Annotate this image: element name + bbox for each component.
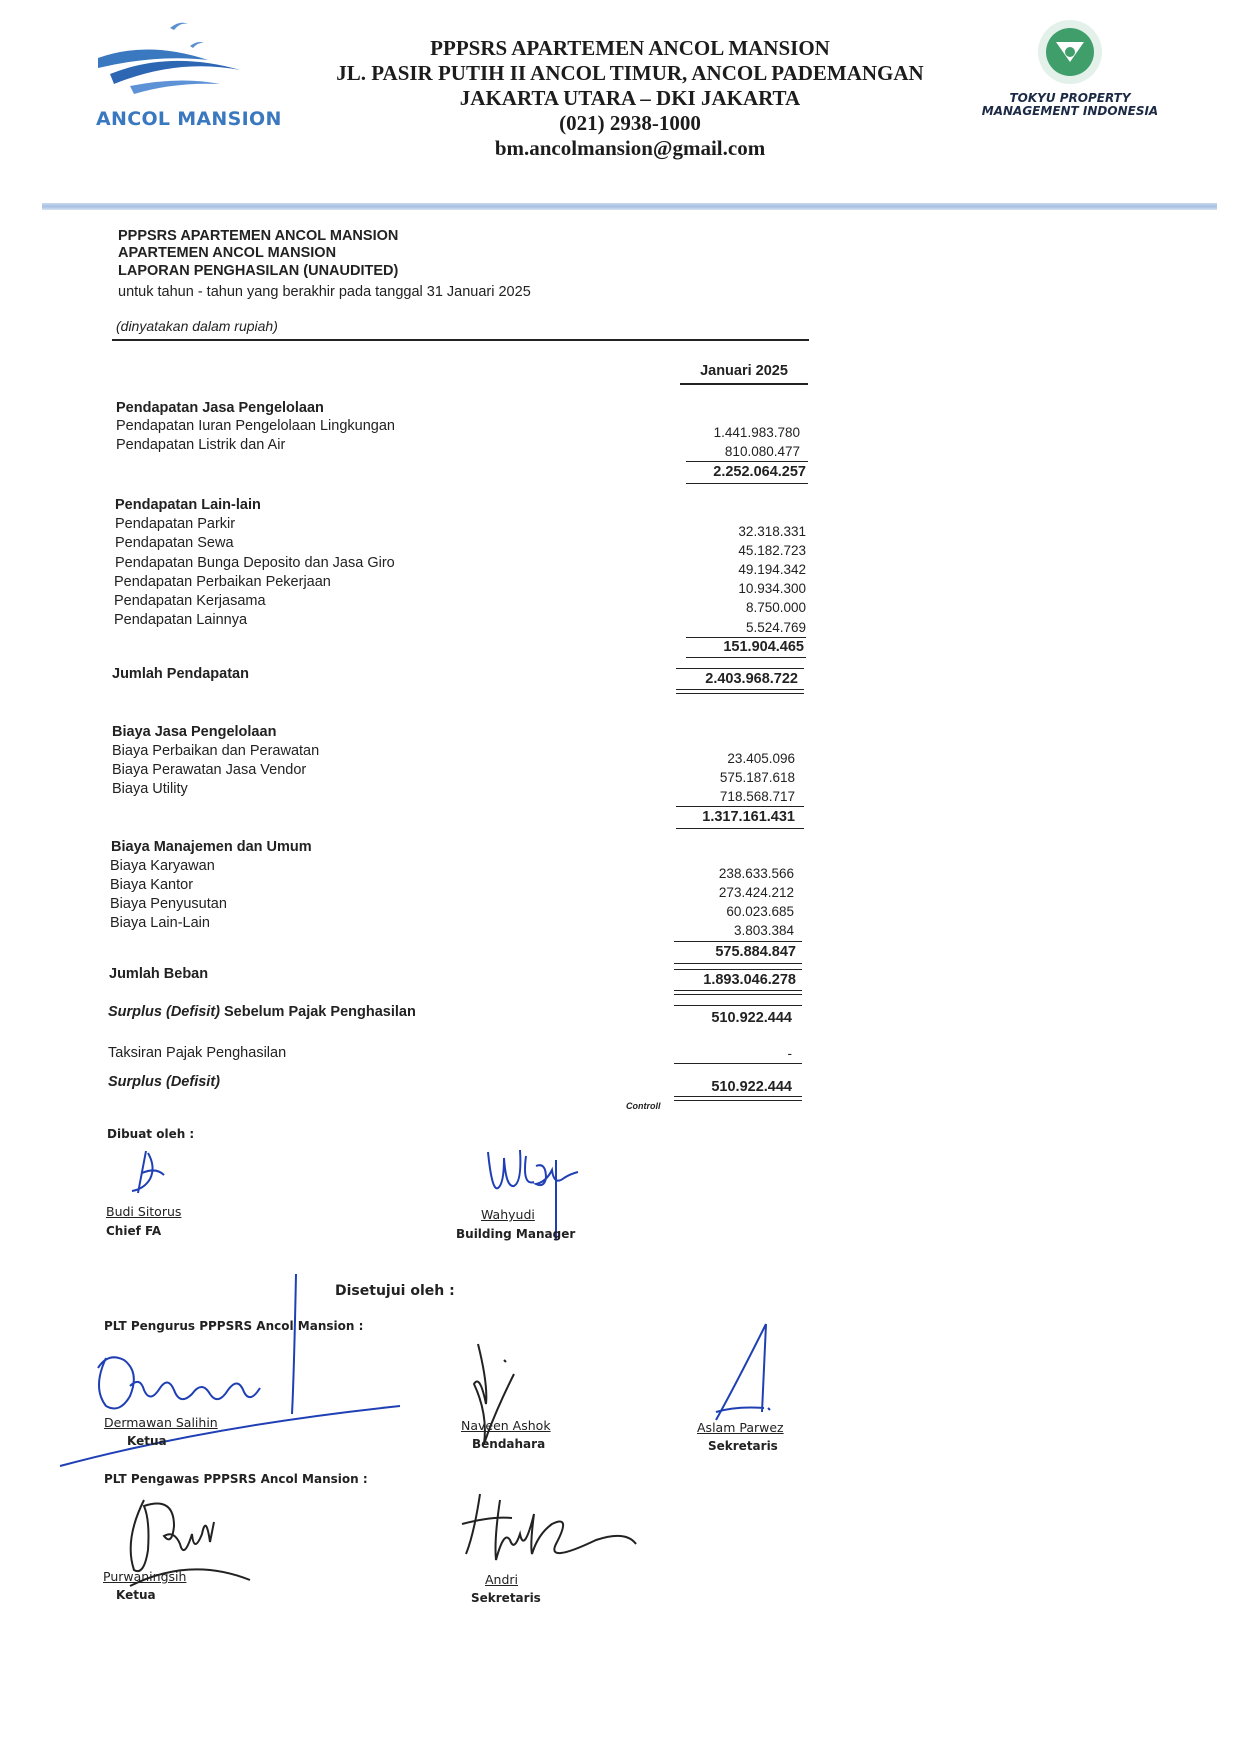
property-name: APARTEMEN ANCOL MANSION bbox=[118, 245, 337, 261]
line-item-value: 60.023.685 bbox=[726, 904, 794, 919]
line-item-value: 10.934.300 bbox=[738, 581, 806, 596]
tax-rule bbox=[674, 1063, 802, 1064]
line-item-label: Pendapatan Bunga Deposito dan Jasa Giro bbox=[115, 555, 395, 571]
total-expense-label: Jumlah Beban bbox=[109, 966, 209, 982]
line-item-label: Pendapatan Kerjasama bbox=[114, 593, 266, 609]
signature-naveen bbox=[468, 1340, 528, 1450]
subtotal-value: 1.317.161.431 bbox=[702, 809, 795, 825]
line-item-value: 8.750.000 bbox=[745, 600, 806, 615]
section-heading: Pendapatan Jasa Pengelolaan bbox=[116, 400, 324, 416]
tokyu-emblem-icon bbox=[965, 14, 1175, 94]
net-surplus-label: Surplus (Defisit) bbox=[108, 1074, 220, 1090]
line-item-label: Pendapatan Parkir bbox=[115, 516, 236, 532]
line-item-label: Pendapatan Sewa bbox=[115, 535, 234, 551]
subtotal-underline bbox=[686, 657, 806, 658]
board-member-name: Naveen Ashok bbox=[461, 1418, 551, 1433]
column-header: Januari 2025 bbox=[700, 363, 788, 379]
preparer-role: Chief FA bbox=[106, 1224, 162, 1238]
line-item-label: Biaya Kantor bbox=[110, 877, 194, 893]
letterhead-line: JAKARTA UTARA – DKI JAKARTA bbox=[459, 86, 801, 110]
subtotal-underline bbox=[676, 828, 804, 829]
preparer-name: Budi Sitorus bbox=[106, 1204, 182, 1219]
line-item-label: Pendapatan Perbaikan Pekerjaan bbox=[114, 574, 331, 590]
supervisor-role: Ketua bbox=[116, 1588, 156, 1602]
total-income-label: Jumlah Pendapatan bbox=[112, 666, 249, 682]
waves-birds-icon bbox=[70, 8, 280, 108]
pre-tax-label-rest: Sebelum Pajak Penghasilan bbox=[219, 1004, 416, 1020]
board-member-role: Ketua bbox=[127, 1434, 167, 1448]
pre-tax-label bbox=[108, 1004, 416, 1020]
subtotal-underline bbox=[674, 963, 802, 964]
line-item-value: 810.080.477 bbox=[724, 444, 800, 459]
manager-name: Wahyudi bbox=[481, 1207, 535, 1222]
signature-dermawan bbox=[60, 1270, 410, 1470]
pre-tax-label-italic: Surplus (Defisit) bbox=[108, 1004, 220, 1020]
net-double-underline bbox=[674, 1096, 802, 1101]
report-period: untuk tahun - tahun yang berakhir pada tanggal 31 Januari 2025 bbox=[118, 284, 531, 300]
subtotal-rule bbox=[686, 637, 806, 638]
entity-name: PPPSRS APARTEMEN ANCOL MANSION bbox=[118, 228, 399, 244]
board-member-role: Bendahara bbox=[472, 1437, 546, 1451]
line-item-value: 3.803.384 bbox=[733, 923, 794, 938]
subtotal-rule bbox=[686, 461, 808, 462]
letterhead-divider bbox=[42, 203, 1217, 210]
line-item-value: 273.424.212 bbox=[718, 885, 794, 900]
letterhead-line: (021) 2938-1000 bbox=[559, 111, 701, 135]
subtotal-value: 575.884.847 bbox=[715, 944, 796, 960]
section-heading: Biaya Jasa Pengelolaan bbox=[112, 724, 277, 740]
manager-role: Building Manager bbox=[456, 1227, 576, 1241]
line-item-label: Biaya Perawatan Jasa Vendor bbox=[112, 762, 307, 778]
line-item-value: 5.524.769 bbox=[745, 620, 806, 635]
line-item-value: 45.182.723 bbox=[738, 543, 806, 558]
logo-text: ANCOL MANSION bbox=[96, 108, 282, 130]
tax-label: Taksiran Pajak Penghasilan bbox=[108, 1045, 287, 1061]
column-header-underline bbox=[680, 383, 808, 385]
net-surplus-value: 510.922.444 bbox=[711, 1079, 792, 1095]
control-note: Controll bbox=[626, 1101, 661, 1111]
total-rule-top bbox=[676, 668, 804, 669]
board-label: PLT Pengurus PPPSRS Ancol Mansion : bbox=[104, 1319, 364, 1333]
line-item-label: Biaya Karyawan bbox=[110, 858, 215, 874]
letterhead-line: bm.ancolmansion@gmail.com bbox=[494, 136, 766, 160]
supervisor-name: Purwaningsih bbox=[103, 1569, 187, 1584]
line-item-label: Pendapatan Iuran Pengelolaan Lingkungan bbox=[116, 418, 395, 434]
subtotal-underline bbox=[686, 483, 808, 484]
signature-budi bbox=[128, 1145, 188, 1200]
line-item-label: Biaya Penyusutan bbox=[110, 896, 227, 912]
section-heading: Biaya Manajemen dan Umum bbox=[111, 839, 312, 855]
tax-value: - bbox=[787, 1046, 792, 1061]
letterhead-block bbox=[300, 36, 960, 161]
board-member-role: Sekretaris bbox=[708, 1439, 778, 1453]
section-heading: Pendapatan Lain-lain bbox=[115, 497, 261, 513]
supervisor-role: Sekretaris bbox=[471, 1591, 541, 1605]
tokyu-logo bbox=[965, 14, 1175, 134]
report-title: LAPORAN PENGHASILAN (UNAUDITED) bbox=[118, 263, 399, 279]
line-item-label: Biaya Perbaikan dan Perawatan bbox=[112, 743, 320, 759]
total-expense-value: 1.893.046.278 bbox=[703, 972, 796, 988]
total-double-underline bbox=[674, 990, 802, 995]
currency-note: (dinyatakan dalam rupiah) bbox=[116, 318, 278, 334]
letterhead-line: PPPSRS APARTEMEN ANCOL MANSION bbox=[430, 36, 830, 60]
tokyu-text-2: MANAGEMENT INDONESIA bbox=[981, 104, 1159, 118]
line-item-value: 23.405.096 bbox=[727, 751, 795, 766]
total-double-underline bbox=[676, 689, 804, 694]
line-item-label: Biaya Lain-Lain bbox=[110, 915, 210, 931]
prepared-by-label: Dibuat oleh : bbox=[107, 1127, 195, 1141]
signature-wahyudi bbox=[480, 1140, 600, 1240]
line-item-value: 49.194.342 bbox=[738, 562, 806, 577]
letterhead-line: JL. PASIR PUTIH II ANCOL TIMUR, ANCOL PADEMANGAN bbox=[336, 61, 924, 85]
ancol-mansion-logo bbox=[70, 8, 280, 138]
supervisor-label: PLT Pengawas PPPSRS Ancol Mansion : bbox=[104, 1472, 368, 1486]
line-item-label: Biaya Utility bbox=[112, 781, 188, 797]
line-item-value: 1.441.983.780 bbox=[713, 425, 800, 440]
line-item-value: 575.187.618 bbox=[719, 770, 795, 785]
supervisor-name: Andri bbox=[485, 1572, 519, 1587]
line-item-value: 718.568.717 bbox=[719, 789, 795, 804]
approved-by-label: Disetujui oleh : bbox=[335, 1283, 455, 1299]
board-member-name: Aslam Parwez bbox=[697, 1420, 784, 1435]
line-item-label: Pendapatan Listrik dan Air bbox=[116, 437, 286, 453]
line-item-value: 238.633.566 bbox=[718, 866, 794, 881]
tokyu-text-1: TOKYU PROPERTY bbox=[1009, 91, 1131, 105]
total-income-value: 2.403.968.722 bbox=[705, 671, 798, 687]
signature-aslam bbox=[700, 1320, 780, 1430]
subtotal-rule bbox=[674, 941, 802, 942]
subtotal-value: 151.904.465 bbox=[723, 639, 804, 655]
pre-tax-rule bbox=[674, 1005, 802, 1006]
board-member-name: Dermawan Salihin bbox=[104, 1415, 218, 1430]
subtotal-value: 2.252.064.257 bbox=[713, 464, 806, 480]
header-rule bbox=[112, 339, 809, 341]
subtotal-rule bbox=[676, 806, 804, 807]
total-rule-top bbox=[674, 969, 802, 970]
signature-andri bbox=[460, 1490, 660, 1580]
pre-tax-value: 510.922.444 bbox=[711, 1010, 792, 1026]
line-item-label: Pendapatan Lainnya bbox=[114, 612, 248, 628]
line-item-value: 32.318.331 bbox=[738, 524, 806, 539]
